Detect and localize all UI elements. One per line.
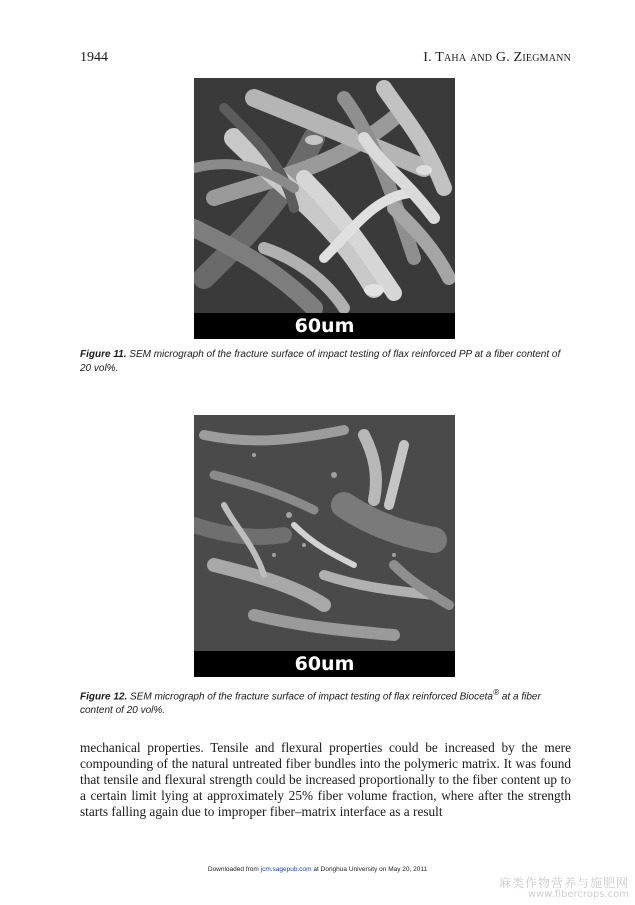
scale-bar: 60um	[194, 651, 455, 677]
sem-image-fracture-surface	[194, 415, 455, 651]
caption-label: Figure 11.	[80, 349, 127, 360]
footer-suffix: at Donghua University on May 20, 2011	[313, 866, 428, 873]
caption-label: Figure 12.	[80, 691, 128, 703]
body-paragraph: mechanical properties. Tensile and flexural properties could be increased by the mere compounding of the natural untreated fiber bundles into the polymeric matrix. It was found that tensile and flexural strength could be increased proportionally to the fiber content up to a certain limit lying at approximately 25% fiber volume fraction, where after the strength starts falling again due to improper fiber–matrix interface as a result	[80, 740, 571, 819]
caption-text: SEM micrograph of the fracture surface of impact testing of flax reinforced PP at a fiber content of 20 vol%.	[80, 349, 561, 374]
figure-12-caption	[80, 685, 571, 718]
scale-bar: 60um	[194, 313, 455, 339]
sem-micrograph-figure-11	[194, 78, 455, 339]
figure-11-caption	[80, 348, 571, 376]
watermark-url: www.fibercrops.com	[527, 889, 629, 900]
sem-micrograph-figure-12	[194, 415, 455, 677]
registered-mark: ®	[492, 687, 500, 697]
caption-text-end: at a fiber content of 20 vol%.	[80, 691, 541, 717]
watermark-chinese: 麻类作物营养与施肥网	[498, 876, 629, 890]
running-head: I. Taha and G. Ziegmann	[423, 50, 571, 65]
footer-link[interactable]: jcm.sagepub.com	[260, 866, 312, 873]
footer-prefix: Downloaded from	[207, 866, 259, 873]
caption-text: SEM micrograph of the fracture surface of impact testing of flax reinforced Bioceta	[130, 691, 493, 703]
sem-image-fibers	[194, 78, 455, 313]
page-number: 1944	[80, 50, 108, 65]
download-footer	[0, 866, 635, 873]
